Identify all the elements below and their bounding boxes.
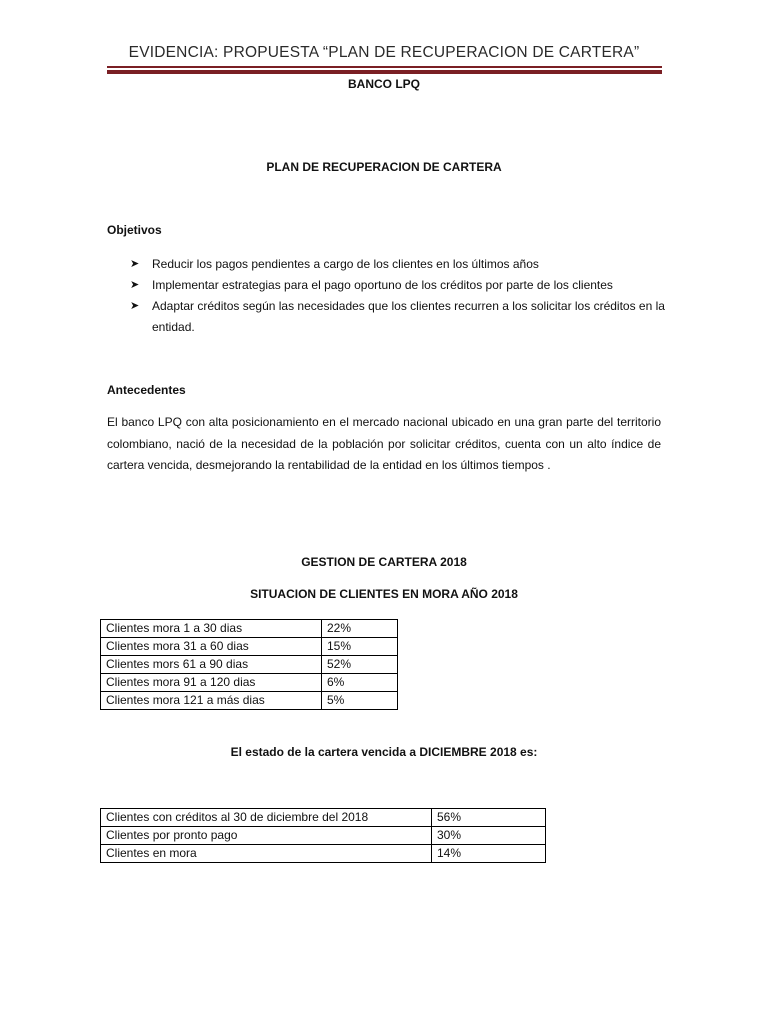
list-item-text: Adaptar créditos según las necesidades que los clientes recurren a los solicitar los créditos en la entidad. xyxy=(152,299,665,334)
arrowhead-bullet-icon: ➤ xyxy=(130,300,140,312)
antecedentes-heading: Antecedentes xyxy=(107,383,186,397)
arrowhead-bullet-icon: ➤ xyxy=(130,279,140,291)
table-cell-label: Clientes mora 121 a más dias xyxy=(101,692,322,710)
table-row xyxy=(101,620,398,638)
header-rule-thick xyxy=(107,70,662,74)
table-row xyxy=(101,692,398,710)
table-cell-value: 5% xyxy=(322,692,398,710)
list-item-text: Reducir los pagos pendientes a cargo de los clientes en los últimos años xyxy=(152,257,539,271)
table-cell-label: Clientes con créditos al 30 de diciembre del 2018 xyxy=(101,809,432,827)
table-cell-label: Clientes por pronto pago xyxy=(101,827,432,845)
table-cell-value: 22% xyxy=(322,620,398,638)
header-rule-thin xyxy=(107,66,662,68)
table-row xyxy=(101,638,398,656)
table-cell-label: Clientes en mora xyxy=(101,845,432,863)
bank-name: BANCO LPQ xyxy=(348,77,420,91)
table-row xyxy=(101,827,546,845)
list-item xyxy=(130,275,670,296)
mora-table xyxy=(100,619,398,710)
estado-title: El estado de la cartera vencida a DICIEMBRE 2018 es: xyxy=(230,745,538,759)
list-item xyxy=(130,254,670,275)
situacion-title: SITUACION DE CLIENTES EN MORA AÑO 2018 xyxy=(250,587,518,601)
objetivos-list xyxy=(130,254,670,338)
table-cell-label: Clientes mora 31 a 60 dias xyxy=(101,638,322,656)
table-row xyxy=(101,809,546,827)
estado-table xyxy=(100,808,546,863)
table-cell-label: Clientes mora 1 a 30 dias xyxy=(101,620,322,638)
table-cell-label: Clientes mors 61 a 90 dias xyxy=(101,656,322,674)
table-cell-value: 6% xyxy=(322,674,398,692)
list-item xyxy=(130,296,670,338)
table-row xyxy=(101,674,398,692)
arrowhead-bullet-icon: ➤ xyxy=(130,258,140,270)
table-cell-value: 30% xyxy=(432,827,546,845)
header-title: EVIDENCIA: PROPUESTA “PLAN DE RECUPERACION DE CARTERA” xyxy=(128,44,640,61)
table-cell-value: 52% xyxy=(322,656,398,674)
gestion-title: GESTION DE CARTERA 2018 xyxy=(301,555,467,569)
table-cell-value: 14% xyxy=(432,845,546,863)
table-cell-value: 56% xyxy=(432,809,546,827)
main-title: PLAN DE RECUPERACION DE CARTERA xyxy=(266,160,502,174)
list-item-text: Implementar estrategias para el pago oportuno de los créditos por parte de los clientes xyxy=(152,278,613,292)
antecedentes-paragraph: El banco LPQ con alta posicionamiento en el mercado nacional ubicado en una gran parte del territorio colombiano, nació de la necesidad de la población por solicitar créditos, cuenta con un alto índice de cartera vencida, desmejorando la rentabilidad de la entidad en los últimos tiempos . xyxy=(107,415,661,472)
table-row xyxy=(101,845,546,863)
table-row xyxy=(101,656,398,674)
table-cell-value: 15% xyxy=(322,638,398,656)
objetivos-heading: Objetivos xyxy=(107,223,162,237)
table-cell-label: Clientes mora 91 a 120 dias xyxy=(101,674,322,692)
